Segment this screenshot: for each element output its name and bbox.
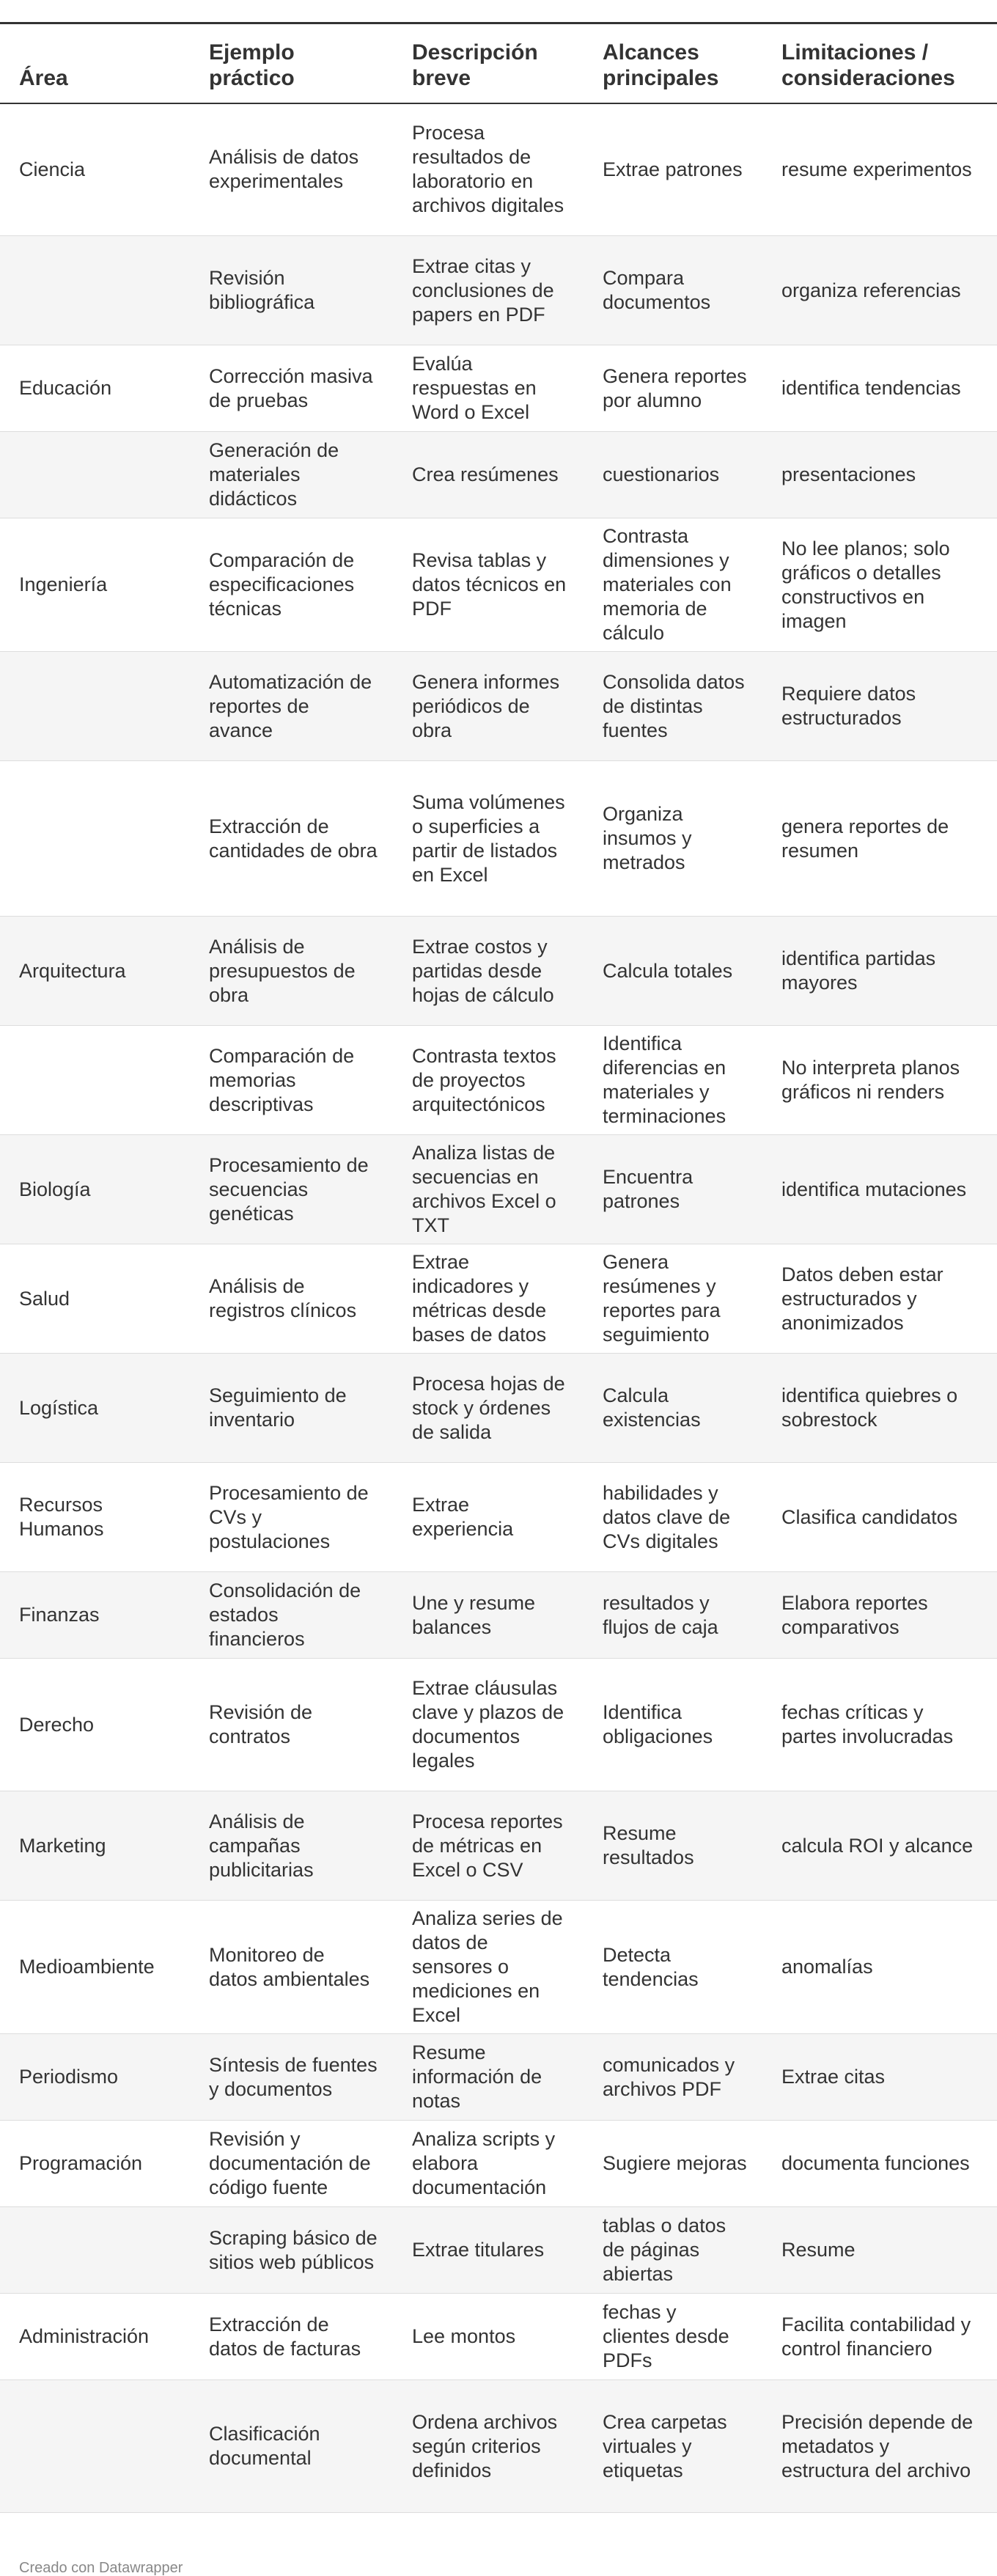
cell-descripcion: Analiza scripts y elabora documentación [393, 2121, 584, 2207]
cell-limitaciones: organiza referencias [762, 236, 997, 345]
cell-alcances: resultados y flujos de caja [584, 1572, 762, 1659]
cell-descripcion: Ordena archivos según criterios definidos [393, 2380, 584, 2513]
cell-descripcion: Procesa reportes de métricas en Excel o CSV [393, 1791, 584, 1901]
cell-limitaciones: identifica quiebres o sobrestock [762, 1354, 997, 1463]
cell-limitaciones: genera reportes de resumen [762, 761, 997, 917]
cell-descripcion: Revisa tablas y datos técnicos en PDF [393, 518, 584, 652]
table-row [0, 761, 997, 917]
cell-area: Finanzas [0, 1572, 190, 1659]
cell-ejemplo: Extracción de datos de facturas [190, 2294, 393, 2380]
cell-area [0, 2380, 190, 2513]
cell-ejemplo: Análisis de presupuestos de obra [190, 917, 393, 1026]
cell-area: Marketing [0, 1791, 190, 1901]
cell-limitaciones: Facilita contabilidad y control financiero [762, 2294, 997, 2380]
cell-descripcion: Extrae citas y conclusiones de papers en PDF [393, 236, 584, 345]
cell-area [0, 236, 190, 345]
cell-alcances: Consolida datos de distintas fuentes [584, 652, 762, 761]
column-header-alcances[interactable]: Alcances principales [584, 23, 762, 103]
table-row [0, 917, 997, 1026]
cell-limitaciones: documenta funciones [762, 2121, 997, 2207]
cell-ejemplo: Monitoreo de datos ambientales [190, 1901, 393, 2034]
cell-descripcion: Extrae indicadores y métricas desde bases de datos [393, 1244, 584, 1354]
table-body [0, 103, 997, 2513]
cell-alcances: Crea carpetas virtuales y etiquetas [584, 2380, 762, 2513]
cell-limitaciones: anomalías [762, 1901, 997, 2034]
cell-ejemplo: Extracción de cantidades de obra [190, 761, 393, 917]
cell-descripcion: Evalúa respuestas en Word o Excel [393, 345, 584, 432]
table-row [0, 1463, 997, 1572]
data-table [0, 22, 997, 2513]
table-row [0, 2034, 997, 2121]
cell-ejemplo: Análisis de datos experimentales [190, 103, 393, 236]
table-row [0, 1354, 997, 1463]
cell-area: Medioambiente [0, 1901, 190, 2034]
cell-alcances: Genera resúmenes y reportes para seguimiento [584, 1244, 762, 1354]
cell-descripcion: Procesa resultados de laboratorio en archivos digitales [393, 103, 584, 236]
datawrapper-credit[interactable]: Creado con Datawrapper [19, 2560, 183, 2576]
table-row [0, 1791, 997, 1901]
cell-ejemplo: Generación de materiales didácticos [190, 432, 393, 518]
table-header [0, 23, 997, 103]
table-row [0, 236, 997, 345]
cell-limitaciones: identifica mutaciones [762, 1135, 997, 1244]
table-row [0, 1026, 997, 1135]
cell-alcances: Contrasta dimensiones y materiales con memoria de cálculo [584, 518, 762, 652]
cell-area: Programación [0, 2121, 190, 2207]
cell-descripcion: Une y resume balances [393, 1572, 584, 1659]
cell-area [0, 652, 190, 761]
cell-descripcion: Extrae titulares [393, 2207, 584, 2294]
cell-ejemplo: Comparación de memorias descriptivas [190, 1026, 393, 1135]
cell-ejemplo: Procesamiento de CVs y postulaciones [190, 1463, 393, 1572]
cell-alcances: habilidades y datos clave de CVs digitales [584, 1463, 762, 1572]
cell-limitaciones: Requiere datos estructurados [762, 652, 997, 761]
cell-descripcion: Contrasta textos de proyectos arquitectónicos [393, 1026, 584, 1135]
cell-limitaciones: presentaciones [762, 432, 997, 518]
cell-limitaciones: No interpreta planos gráficos ni renders [762, 1026, 997, 1135]
table-row [0, 1901, 997, 2034]
cell-area: Recursos Humanos [0, 1463, 190, 1572]
table-row [0, 103, 997, 236]
cell-area [0, 432, 190, 518]
cell-limitaciones: resume experimentos [762, 103, 997, 236]
cell-limitaciones: No lee planos; solo gráficos o detalles constructivos en imagen [762, 518, 997, 652]
table-row [0, 2121, 997, 2207]
cell-alcances: Compara documentos [584, 236, 762, 345]
cell-limitaciones: calcula ROI y alcance [762, 1791, 997, 1901]
cell-ejemplo: Scraping básico de sitios web públicos [190, 2207, 393, 2294]
table-row [0, 518, 997, 652]
cell-alcances: Sugiere mejoras [584, 2121, 762, 2207]
cell-ejemplo: Revisión y documentación de código fuente [190, 2121, 393, 2207]
cell-alcances: Extrae patrones [584, 103, 762, 236]
cell-area: Administración [0, 2294, 190, 2380]
table-row [0, 1244, 997, 1354]
cell-limitaciones: Clasifica candidatos [762, 1463, 997, 1572]
cell-area: Educación [0, 345, 190, 432]
cell-descripcion: Genera informes periódicos de obra [393, 652, 584, 761]
cell-area [0, 1026, 190, 1135]
cell-alcances: Calcula totales [584, 917, 762, 1026]
cell-descripcion: Analiza series de datos de sensores o mediciones en Excel [393, 1901, 584, 2034]
cell-limitaciones: fechas críticas y partes involucradas [762, 1659, 997, 1791]
cell-alcances: Encuentra patrones [584, 1135, 762, 1244]
cell-descripcion: Procesa hojas de stock y órdenes de salida [393, 1354, 584, 1463]
cell-ejemplo: Análisis de registros clínicos [190, 1244, 393, 1354]
cell-descripcion: Resume información de notas [393, 2034, 584, 2121]
cell-ejemplo: Clasificación documental [190, 2380, 393, 2513]
column-header-ejemplo[interactable]: Ejemplo práctico [190, 23, 393, 103]
table-row [0, 1659, 997, 1791]
cell-descripcion: Lee montos [393, 2294, 584, 2380]
cell-area: Ciencia [0, 103, 190, 236]
cell-limitaciones: Extrae citas [762, 2034, 997, 2121]
cell-ejemplo: Consolidación de estados financieros [190, 1572, 393, 1659]
cell-alcances: Detecta tendencias [584, 1901, 762, 2034]
cell-limitaciones: Resume [762, 2207, 997, 2294]
cell-area [0, 761, 190, 917]
table-row [0, 1135, 997, 1244]
cell-ejemplo: Procesamiento de secuencias genéticas [190, 1135, 393, 1244]
cell-limitaciones: identifica partidas mayores [762, 917, 997, 1026]
cell-limitaciones: identifica tendencias [762, 345, 997, 432]
cell-alcances: Calcula existencias [584, 1354, 762, 1463]
table-row [0, 652, 997, 761]
table-row [0, 345, 997, 432]
cell-ejemplo: Automatización de reportes de avance [190, 652, 393, 761]
cell-descripcion: Crea resúmenes [393, 432, 584, 518]
cell-area: Salud [0, 1244, 190, 1354]
cell-ejemplo: Corrección masiva de pruebas [190, 345, 393, 432]
cell-alcances: comunicados y archivos PDF [584, 2034, 762, 2121]
cell-ejemplo: Síntesis de fuentes y documentos [190, 2034, 393, 2121]
column-header-descripcion[interactable]: Descripción breve [393, 23, 584, 103]
cell-limitaciones: Precisión depende de metadatos y estructura del archivo [762, 2380, 997, 2513]
cell-alcances: fechas y clientes desde PDFs [584, 2294, 762, 2380]
column-header-limitaciones[interactable]: Limitaciones / consideraciones [762, 23, 997, 103]
table-row [0, 2294, 997, 2380]
table-row [0, 432, 997, 518]
cell-area: Logística [0, 1354, 190, 1463]
cell-alcances: Genera reportes por alumno [584, 345, 762, 432]
cell-alcances: tablas o datos de páginas abiertas [584, 2207, 762, 2294]
cell-limitaciones: Datos deben estar estructurados y anonimizados [762, 1244, 997, 1354]
cell-area: Arquitectura [0, 917, 190, 1026]
cell-area: Periodismo [0, 2034, 190, 2121]
cell-area: Derecho [0, 1659, 190, 1791]
column-header-area[interactable]: Área [0, 23, 190, 103]
header-row [0, 23, 997, 103]
cell-ejemplo: Análisis de campañas publicitarias [190, 1791, 393, 1901]
cell-area [0, 2207, 190, 2294]
cell-ejemplo: Revisión de contratos [190, 1659, 393, 1791]
cell-alcances: Resume resultados [584, 1791, 762, 1901]
cell-descripcion: Extrae costos y partidas desde hojas de cálculo [393, 917, 584, 1026]
table-row [0, 2380, 997, 2513]
cell-descripcion: Suma volúmenes o superficies a partir de listados en Excel [393, 761, 584, 917]
cell-ejemplo: Seguimiento de inventario [190, 1354, 393, 1463]
cell-area: Ingeniería [0, 518, 190, 652]
table-row [0, 1572, 997, 1659]
cell-area: Biología [0, 1135, 190, 1244]
cell-descripcion: Extrae cláusulas clave y plazos de documentos legales [393, 1659, 584, 1791]
cell-ejemplo: Revisión bibliográfica [190, 236, 393, 345]
cell-descripcion: Analiza listas de secuencias en archivos Excel o TXT [393, 1135, 584, 1244]
cell-alcances: Identifica diferencias en materiales y terminaciones [584, 1026, 762, 1135]
cell-limitaciones: Elabora reportes comparativos [762, 1572, 997, 1659]
cell-alcances: cuestionarios [584, 432, 762, 518]
cell-alcances: Identifica obligaciones [584, 1659, 762, 1791]
table-row [0, 2207, 997, 2294]
cell-descripcion: Extrae experiencia [393, 1463, 584, 1572]
cell-ejemplo: Comparación de especificaciones técnicas [190, 518, 393, 652]
cell-alcances: Organiza insumos y metrados [584, 761, 762, 917]
